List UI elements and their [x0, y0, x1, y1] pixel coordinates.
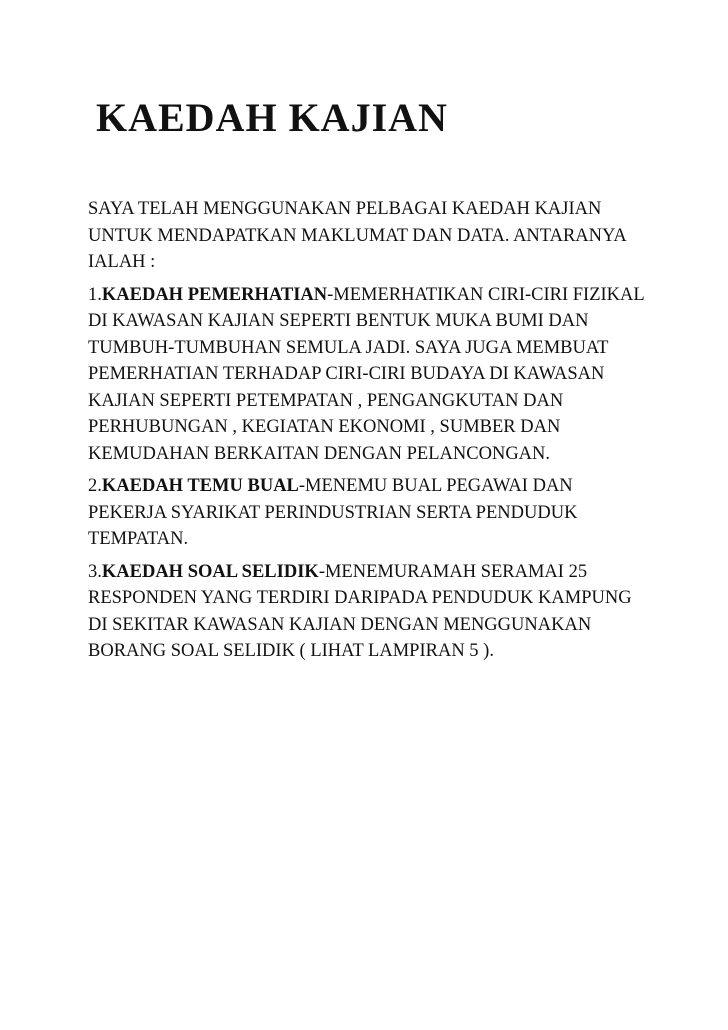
- method-name: KAEDAH SOAL SELIDIK: [101, 561, 319, 582]
- intro-paragraph: SAYA TELAH MENGGUNAKAN PELBAGAI KAEDAH KAJIAN UNTUK MENDAPATKAN MAKLUMAT DAN DATA. ANTARANYA IALAH :: [88, 199, 626, 272]
- method-name: KAEDAH PEMERHATIAN: [101, 284, 328, 305]
- method-number: 2.: [88, 476, 102, 496]
- document-body: [88, 196, 648, 671]
- method-paragraph-3: [88, 559, 648, 665]
- method-description: -MENEMU BUAL PEGAWAI DAN PEKERJA SYARIKAT PERINDUSTRIAN SERTA PENDUDUK TEMPATAN.: [88, 476, 578, 549]
- method-number: 3.: [88, 561, 102, 582]
- method-number: 1.: [88, 284, 102, 305]
- method-description: -MENEMURAMAH SERAMAI 25 RESPONDEN YANG TERDIRI DARIPADA PENDUDUK KAMPUNG DI SEKITAR KAWASAN KAJIAN DENGAN MENGGUNAKAN BORANG SOAL SELIDIK ( LIHAT LAMPIRAN 5 ).: [88, 561, 632, 661]
- method-name: KAEDAH TEMU BUAL: [101, 476, 299, 496]
- method-paragraph-1: [88, 282, 648, 468]
- method-paragraph-2: [88, 473, 648, 553]
- page-title: KAEDAH KAJIAN: [96, 95, 448, 140]
- method-description: -MEMERHATIKAN CIRI-CIRI FIZIKAL DI KAWASAN KAJIAN SEPERTI BENTUK MUKA BUMI DAN TUMBUH-TUMBUHAN SEMULA JADI. SAYA JUGA MEMBUAT PEMERHATIAN TERHADAP CIRI-CIRI BUDAYA DI KAWASAN KAJIAN SEPERTI PETEMPATAN , PENGANGKUTAN DAN PERHUBUNGAN , KEGIATAN EKONOMI , SUMBER DAN KEMUDAHAN BERKAITAN DENGAN PELANCONGAN.: [88, 284, 645, 464]
